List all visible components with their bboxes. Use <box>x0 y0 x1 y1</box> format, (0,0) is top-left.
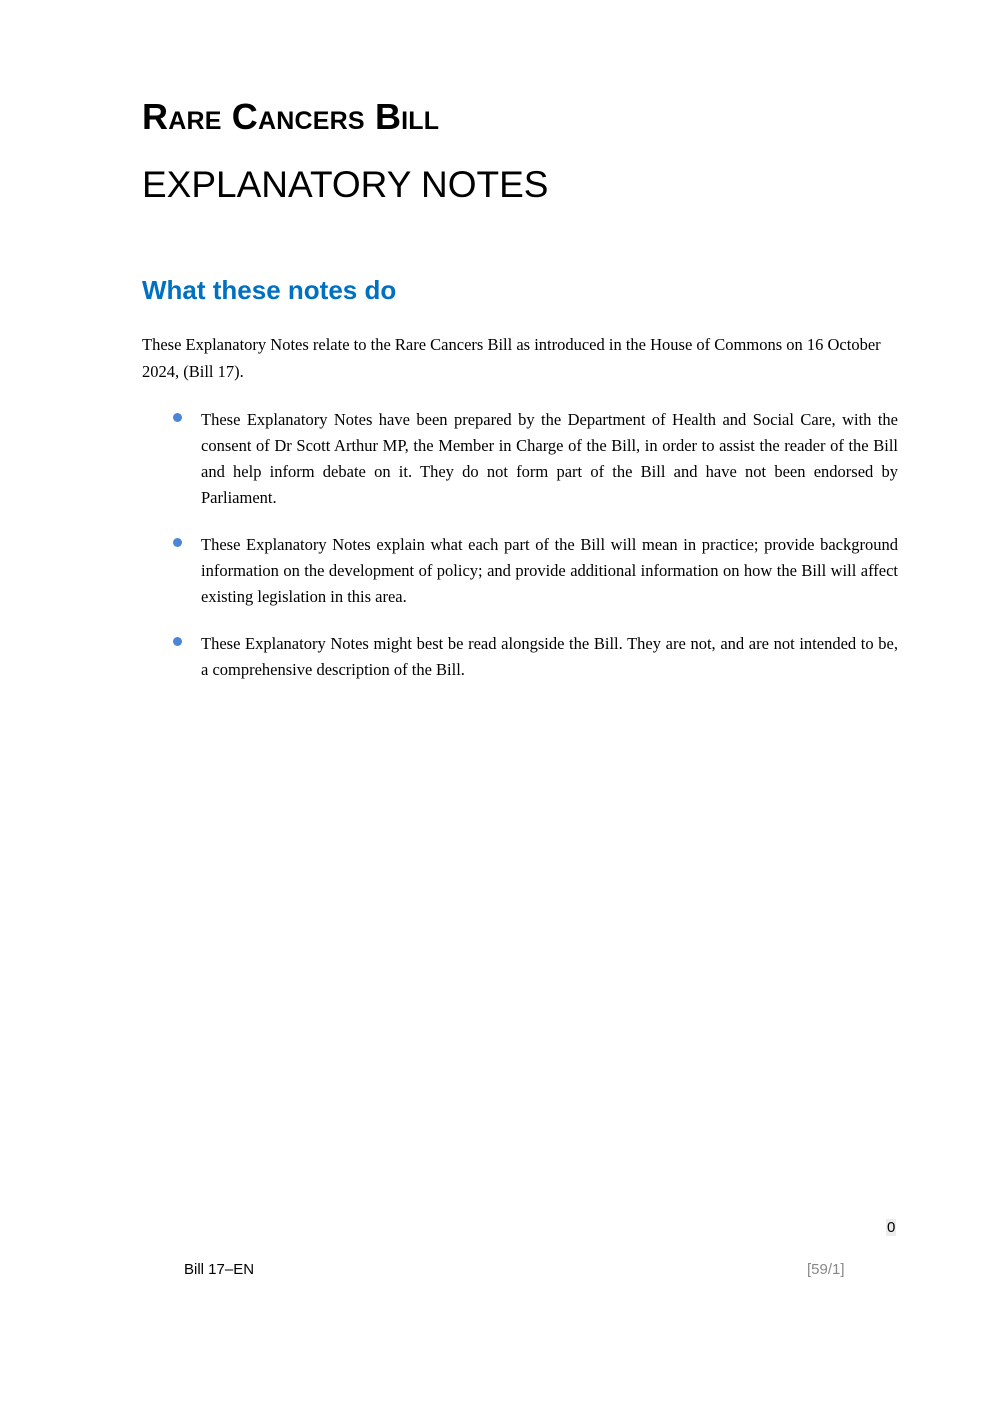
bullet-icon <box>173 538 182 547</box>
intro-paragraph: These Explanatory Notes relate to the Rare Cancers Bill as introduced in the House of Commons on 16 October 2024, (Bill 17). <box>142 335 881 381</box>
list-item <box>142 631 898 683</box>
footer-print-reference: [59/1] <box>807 1261 845 1278</box>
bullet-icon <box>173 413 182 422</box>
bullet-text: These Explanatory Notes have been prepared by the Department of Health and Social Care, with the consent of Dr Scott Arthur MP, the Member in Charge of the Bill, in order to assist the reader of the Bill and help inform debate on it. They do not form part of the Bill and have not been endorsed by Parliament. <box>201 410 898 507</box>
document-subtitle: EXPLANATORY NOTES <box>142 164 549 205</box>
list-item <box>142 407 898 511</box>
bullet-list <box>142 407 898 704</box>
document-title: Rare Cancers Bill <box>142 96 440 137</box>
bullet-icon <box>173 637 182 646</box>
bullet-text: These Explanatory Notes might best be read alongside the Bill. They are not, and are not intended to be, a comprehensive description of the Bill. <box>201 634 898 679</box>
section-heading: What these notes do <box>142 275 397 305</box>
bullet-text: These Explanatory Notes explain what each part of the Bill will mean in practice; provide background information on the development of policy; and provide additional information on how the Bill will affect existing legislation in this area. <box>201 535 898 606</box>
list-item <box>142 532 898 610</box>
page-number: 0 <box>887 1219 896 1236</box>
footer-bill-reference: Bill 17–EN <box>184 1261 255 1278</box>
